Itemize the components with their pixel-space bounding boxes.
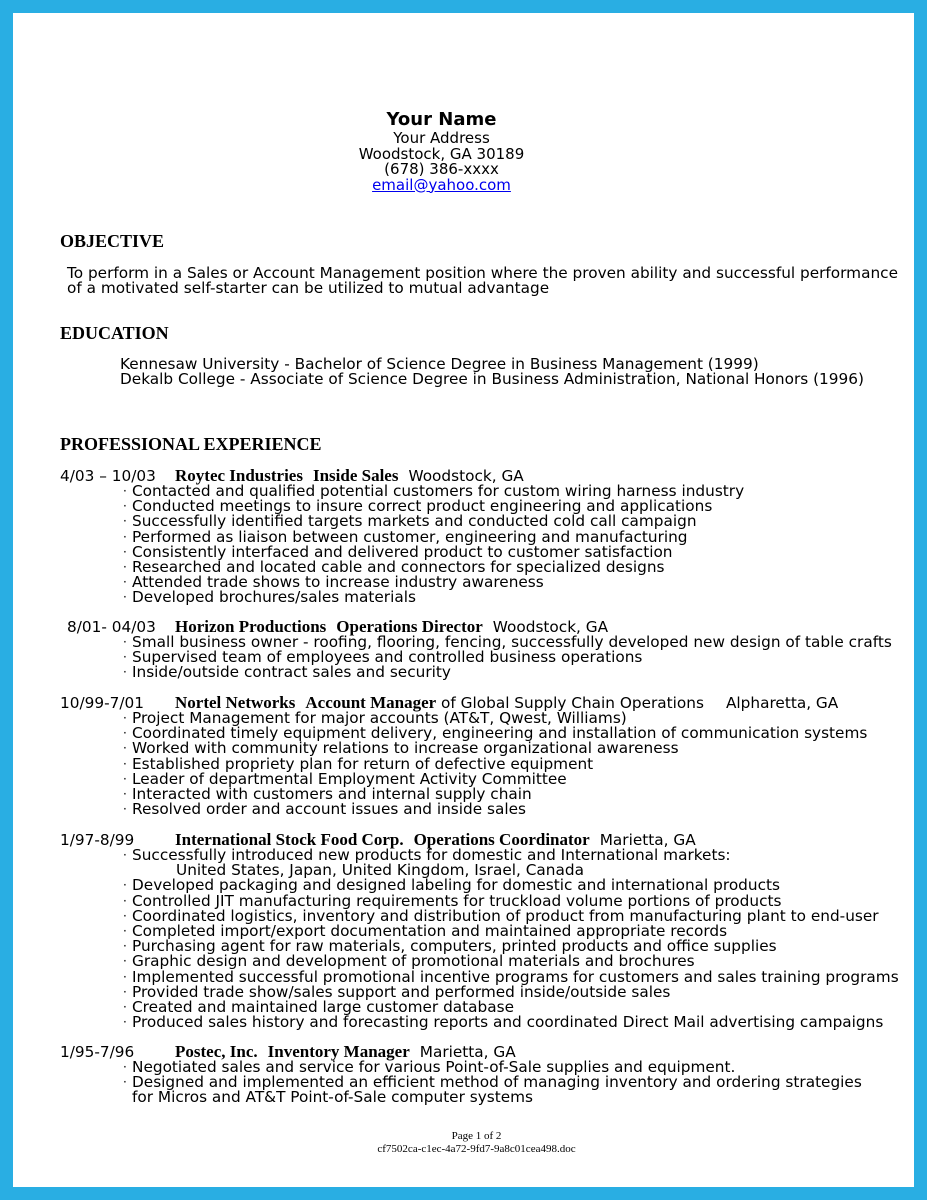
job-location: Woodstock, GA xyxy=(408,467,524,485)
objective-line-1: To perform in a Sales or Account Management position where the proven ability and successful performance xyxy=(67,264,898,282)
list-item: · Performed as liaison between customer, engineering and manufacturing xyxy=(123,527,688,546)
list-item: · Leader of departmental Employment Activity Committee xyxy=(123,769,567,788)
list-item-continuation: United States, Japan, United Kingdom, Israel, Canada xyxy=(176,861,584,880)
email-link[interactable]: email@yahoo.com xyxy=(372,175,511,194)
list-item: · Attended trade shows to increase industry awareness xyxy=(123,573,544,592)
objective-heading: OBJECTIVE xyxy=(60,231,165,251)
list-item: · Controlled JIT manufacturing requirements for truckload volume portions of products xyxy=(123,891,782,910)
list-item: · Graphic design and development of promotional materials and brochures xyxy=(123,952,695,971)
job-bullets xyxy=(60,711,920,817)
list-item: · Contacted and qualified potential customers for custom wiring harness industry xyxy=(123,482,745,500)
job-location: Marietta, GA xyxy=(599,831,696,849)
list-item: · Completed import/export documentation and maintained appropriate records xyxy=(123,922,728,941)
resume-header xyxy=(13,109,927,193)
list-item: · Developed packaging and designed labeling for domestic and international products xyxy=(123,876,780,895)
job-title: Inventory Manager xyxy=(267,1042,410,1061)
education-line-1: Kennesaw University - Bachelor of Science Degree in Business Management (1999) xyxy=(120,355,759,373)
page-footer xyxy=(13,1130,927,1156)
applicant-address: Your Address xyxy=(393,129,490,147)
job-entry xyxy=(60,832,920,1030)
page-number: Page 1 of 2 xyxy=(451,1130,502,1142)
job-bullets xyxy=(60,635,920,681)
list-item: · Project Management for major accounts (AT&T, Qwest, Williams) xyxy=(123,709,627,727)
list-item: · Interacted with customers and internal supply chain xyxy=(123,785,532,804)
list-item: · Implemented successful promotional incentive programs for customers and sales training programs xyxy=(123,967,899,986)
list-item: · Coordinated timely equipment delivery, engineering and installation of communication systems xyxy=(123,724,868,743)
job-title: Account Manager xyxy=(305,693,437,712)
list-item: · Negotiated sales and service for various Point-of-Sale supplies and equipment. xyxy=(123,1058,736,1076)
list-item: · Small business owner - roofing, flooring, fencing, successfully developed new design of table crafts xyxy=(123,633,892,651)
job-entry xyxy=(60,468,920,606)
list-item: · Inside/outside contract sales and security xyxy=(123,663,451,682)
list-item: · Coordinated logistics, inventory and distribution of product from manufacturing plant to end-user xyxy=(123,906,879,925)
list-item: · Worked with community relations to increase organizational awareness xyxy=(123,739,679,758)
job-dates: 8/01- 04/03 xyxy=(67,618,156,636)
job-company: Nortel Networks xyxy=(175,693,296,712)
applicant-city: Woodstock, GA 30189 xyxy=(358,144,525,163)
job-dates: 10/99-7/01 xyxy=(60,694,144,712)
job-company: Horizon Productions xyxy=(175,617,327,636)
list-item: · Produced sales history and forecasting reports and coordinated Direct Mail advertising campaigns xyxy=(123,1013,884,1032)
job-location: Alpharetta, GA xyxy=(725,694,839,712)
list-item: · Developed brochures/sales materials xyxy=(123,588,416,607)
applicant-phone: (678) 386-xxxx xyxy=(384,160,499,178)
education-heading: EDUCATION xyxy=(60,323,169,343)
list-item: · Successfully introduced new products for domestic and International markets: xyxy=(123,846,731,864)
job-bullets xyxy=(60,484,920,606)
job-title: Operations Director xyxy=(336,617,483,636)
experience-heading: PROFESSIONAL EXPERIENCE xyxy=(60,434,322,454)
job-bullets xyxy=(60,848,920,1030)
job-dates: 1/97-8/99 xyxy=(60,831,135,849)
job-location: Marietta, GA xyxy=(419,1043,516,1061)
job-company: Postec, Inc. xyxy=(175,1042,258,1061)
list-item: · Created and maintained large customer database xyxy=(123,998,515,1017)
list-item: · Provided trade show/sales support and performed inside/outside sales xyxy=(123,982,671,1001)
list-item: · Resolved order and account issues and inside sales xyxy=(123,800,526,819)
job-location: Woodstock, GA xyxy=(492,618,609,636)
job-title: Inside Sales xyxy=(312,466,399,485)
job-entry xyxy=(60,695,920,817)
job-company: Roytec Industries xyxy=(175,466,303,485)
job-bullets xyxy=(60,1060,920,1106)
objective-line-2: of a motivated self-starter can be utilized to mutual advantage xyxy=(67,279,550,297)
list-item: · Consistently interfaced and delivered product to customer satisfaction xyxy=(123,542,673,561)
list-item-continuation: for Micros and AT&T Point-of-Sale computer systems xyxy=(132,1088,534,1107)
education-line-2: Dekalb College - Associate of Science Degree in Business Administration, National Honors (1996) xyxy=(120,370,864,388)
job-entry xyxy=(60,1044,920,1106)
job-company: International Stock Food Corp. xyxy=(175,830,404,849)
list-item: · Successfully identified targets markets and conducted cold call campaign xyxy=(123,512,697,531)
list-item: · Established propriety plan for return of defective equipment xyxy=(123,754,594,773)
list-item: · Purchasing agent for raw materials, computers, printed products and office supplies xyxy=(123,937,777,956)
job-entry xyxy=(60,619,920,681)
job-dates: 1/95-7/96 xyxy=(60,1043,135,1061)
job-dates: 4/03 – 10/03 xyxy=(60,467,156,485)
list-item: · Supervised team of employees and controlled business operations xyxy=(123,648,643,667)
list-item: · Conducted meetings to insure correct product engineering and applications xyxy=(123,497,713,516)
list-item: · Designed and implemented an efficient method of managing inventory and ordering strategies xyxy=(123,1073,862,1092)
file-name: cf7502ca-c1ec-4a72-9fd7-9a8c01cea498.doc xyxy=(377,1143,576,1155)
job-title-extra: of Global Supply Chain Operations xyxy=(441,694,704,712)
job-title: Operations Coordinator xyxy=(413,830,590,849)
list-item: · Researched and located cable and connectors for specialized designs xyxy=(123,558,665,577)
applicant-name: Your Name xyxy=(386,109,497,130)
